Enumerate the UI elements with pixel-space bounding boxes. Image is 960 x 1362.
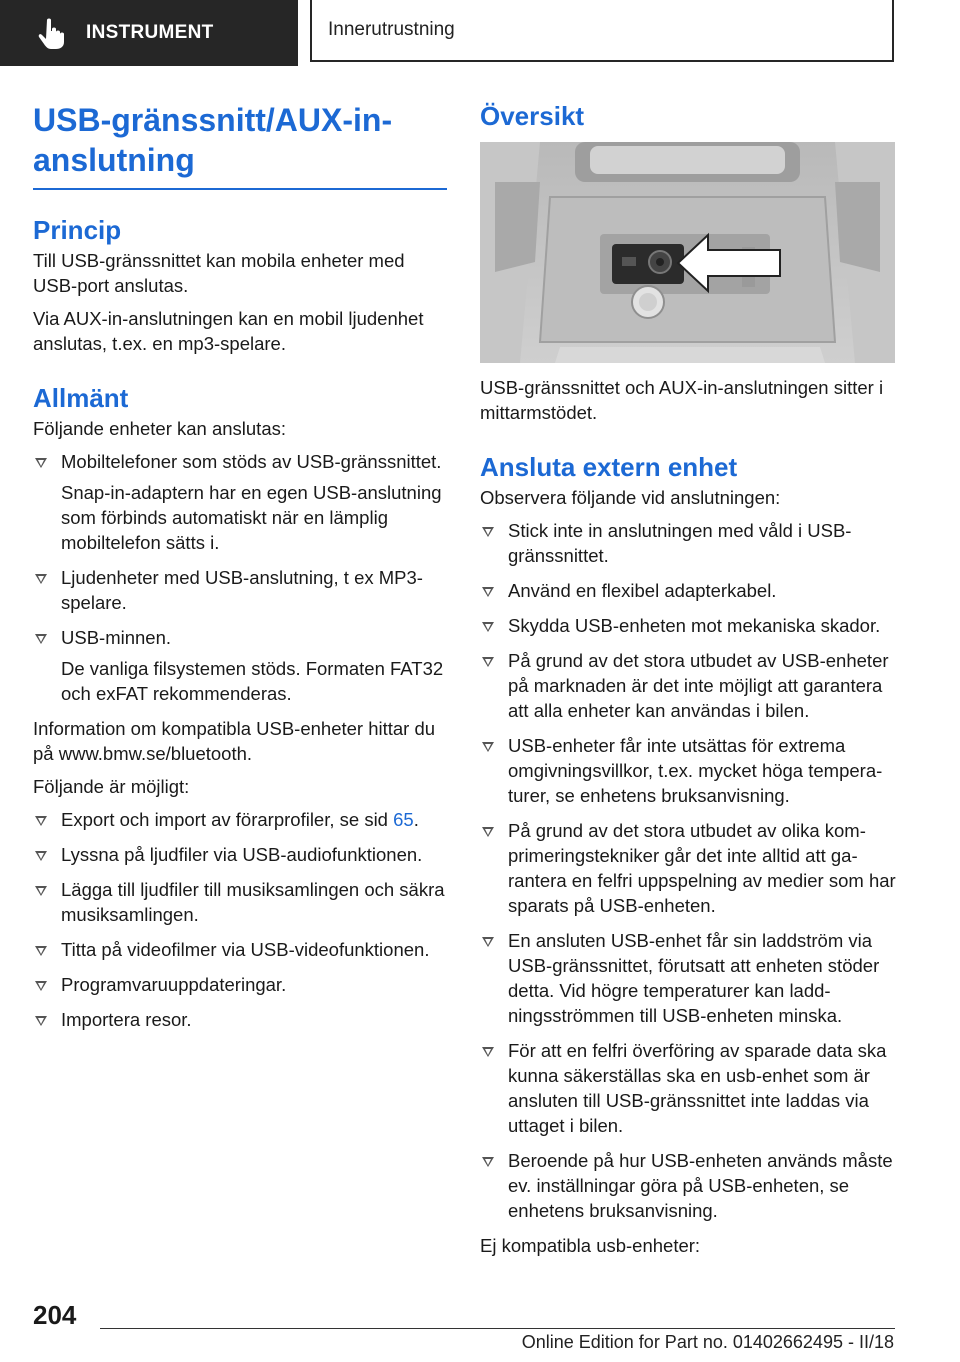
devices-intro: Följande enheter kan anslutas: xyxy=(33,418,287,439)
edition-text: Online Edition for Part no. 01402662495 - II/18 xyxy=(521,1332,894,1352)
bullet-triangle-icon xyxy=(35,574,47,584)
bullet-triangle-icon xyxy=(35,1016,47,1026)
list-item: Importera resor. xyxy=(33,1007,447,1032)
bullet-triangle-icon xyxy=(482,622,494,632)
connection-list xyxy=(480,518,900,1223)
list-item: Lyssna på ljudfiler via USB-audiofunktionen. xyxy=(33,842,447,867)
left-column xyxy=(33,100,447,1042)
bullet-triangle-icon xyxy=(482,527,494,537)
list-item: En ansluten USB-enhet får sin laddström via USB-gränssnittet, förutsatt att enheten stöder detta. Vid högre temperaturer kan laddningsströmmen till USB-enheten minska. xyxy=(480,928,900,1028)
list-item: Mobiltelefoner som stöds av USB-gränssnittet. Snap-in-adaptern har en egen USB-anslutning som förbinds automatiskt när en lämplig mobiltelefon sätts i. xyxy=(33,449,447,555)
princip-paragraph-2: Via AUX-in-anslutningen kan en mobil ljudenhet anslutas, t.ex. en mp3-spelare. xyxy=(33,308,424,354)
list-item: USB-minnen. De vanliga filsystemen stöds. Formaten FAT32 och exFAT rekommenderas. xyxy=(33,625,447,706)
page-title: USB-gränssnitt/AUX-in-anslutning xyxy=(33,100,447,190)
hand-pointer-icon xyxy=(34,16,68,50)
list-item: Titta på videofilmer via USB-videofunktionen. xyxy=(33,937,447,962)
bullet-triangle-icon xyxy=(482,827,494,837)
compatibility-info: Information om kompatibla USB-enheter hittar du på www.bmw.se/bluetooth. xyxy=(33,718,436,764)
bullet-triangle-icon xyxy=(482,1157,494,1167)
incompatible-heading: Ej kompatibla usb-enheter: xyxy=(480,1235,701,1256)
bullet-triangle-icon xyxy=(35,851,47,861)
list-item: För att en felfri överföring av sparade data ska kunna säkerställas ska en usb-enhet som är ansluten till USB-gränssnittet inte laddas via uttaget i bilen. xyxy=(480,1038,900,1138)
bullet-triangle-icon xyxy=(482,742,494,752)
list-item: På grund av det stora utbudet av USB-enheter på marknaden är det inte möjligt att garantera att alla enheter kan användas i bilen. xyxy=(480,648,900,723)
heading-oversikt: Översikt xyxy=(480,101,585,131)
possible-list xyxy=(33,807,447,1032)
right-column xyxy=(480,100,900,1266)
heading-princip: Princip xyxy=(33,215,122,245)
bullet-triangle-icon xyxy=(482,587,494,597)
page-footer xyxy=(0,1296,960,1362)
armrest-usb-photo xyxy=(480,142,895,363)
list-item: Ljudenheter med USB-anslutning, t ex MP3-spelare. xyxy=(33,565,447,615)
list-item: Använd en flexibel adapterkabel. xyxy=(480,578,900,603)
photo-caption: USB-gränssnittet och AUX-in-anslutningen sitter i mittarmstödet. xyxy=(480,377,884,423)
bullet-triangle-icon xyxy=(35,886,47,896)
list-item: Beroende på hur USB-enheten används måste ev. inställningar göra på USB-enheten, se enhetens bruksanvisning. xyxy=(480,1148,900,1223)
bullet-triangle-icon xyxy=(482,657,494,667)
list-item: USB-enheter får inte utsättas för extrema omgivningsvillkor, t.ex. mycket höga temperaturer, se enhetens bruksanvisning. xyxy=(480,733,900,808)
bullet-triangle-icon xyxy=(35,981,47,991)
bullet-triangle-icon xyxy=(35,816,47,826)
princip-paragraph-1: Till USB-gränssnittet kan mobila enheter med USB-port anslutas. xyxy=(33,250,405,296)
connection-intro: Observera följande vid anslutningen: xyxy=(480,487,781,508)
bullet-triangle-icon xyxy=(35,458,47,468)
list-item: Stick inte in anslutningen med våld i USB-gränssnittet. xyxy=(480,518,900,568)
list-item: Lägga till ljudfiler till musiksamlingen och säkra musiksamlingen. xyxy=(33,877,447,927)
page-link[interactable]: 65 xyxy=(393,809,414,830)
heading-ansluta: Ansluta extern enhet xyxy=(480,452,738,482)
bullet-triangle-icon xyxy=(35,946,47,956)
possible-intro: Följande är möjligt: xyxy=(33,776,190,797)
heading-allmant: Allmänt xyxy=(33,383,129,413)
list-item: Skydda USB-enheten mot mekaniska skador. xyxy=(480,613,900,638)
bullet-triangle-icon xyxy=(35,634,47,644)
section-label: Innerutrustning xyxy=(328,19,455,40)
footer-divider xyxy=(100,1328,895,1329)
bullet-triangle-icon xyxy=(482,1047,494,1057)
page-header xyxy=(0,0,960,66)
devices-list xyxy=(33,449,447,706)
section-tab[interactable] xyxy=(310,0,894,62)
list-item: Programvaruuppdateringar. xyxy=(33,972,447,997)
list-item: På grund av det stora utbudet av olika komprimeringstekniker går det inte alltid att garantera en felfri uppspelning av medier som har sparats på USB-enheten. xyxy=(480,818,900,918)
bullet-triangle-icon xyxy=(482,937,494,947)
chapter-tab[interactable] xyxy=(0,0,298,66)
list-item: Export och import av förarprofiler, se sid 65. xyxy=(33,807,447,832)
chapter-label: INSTRUMENT xyxy=(86,22,214,43)
page-number: 204 xyxy=(33,1300,77,1330)
